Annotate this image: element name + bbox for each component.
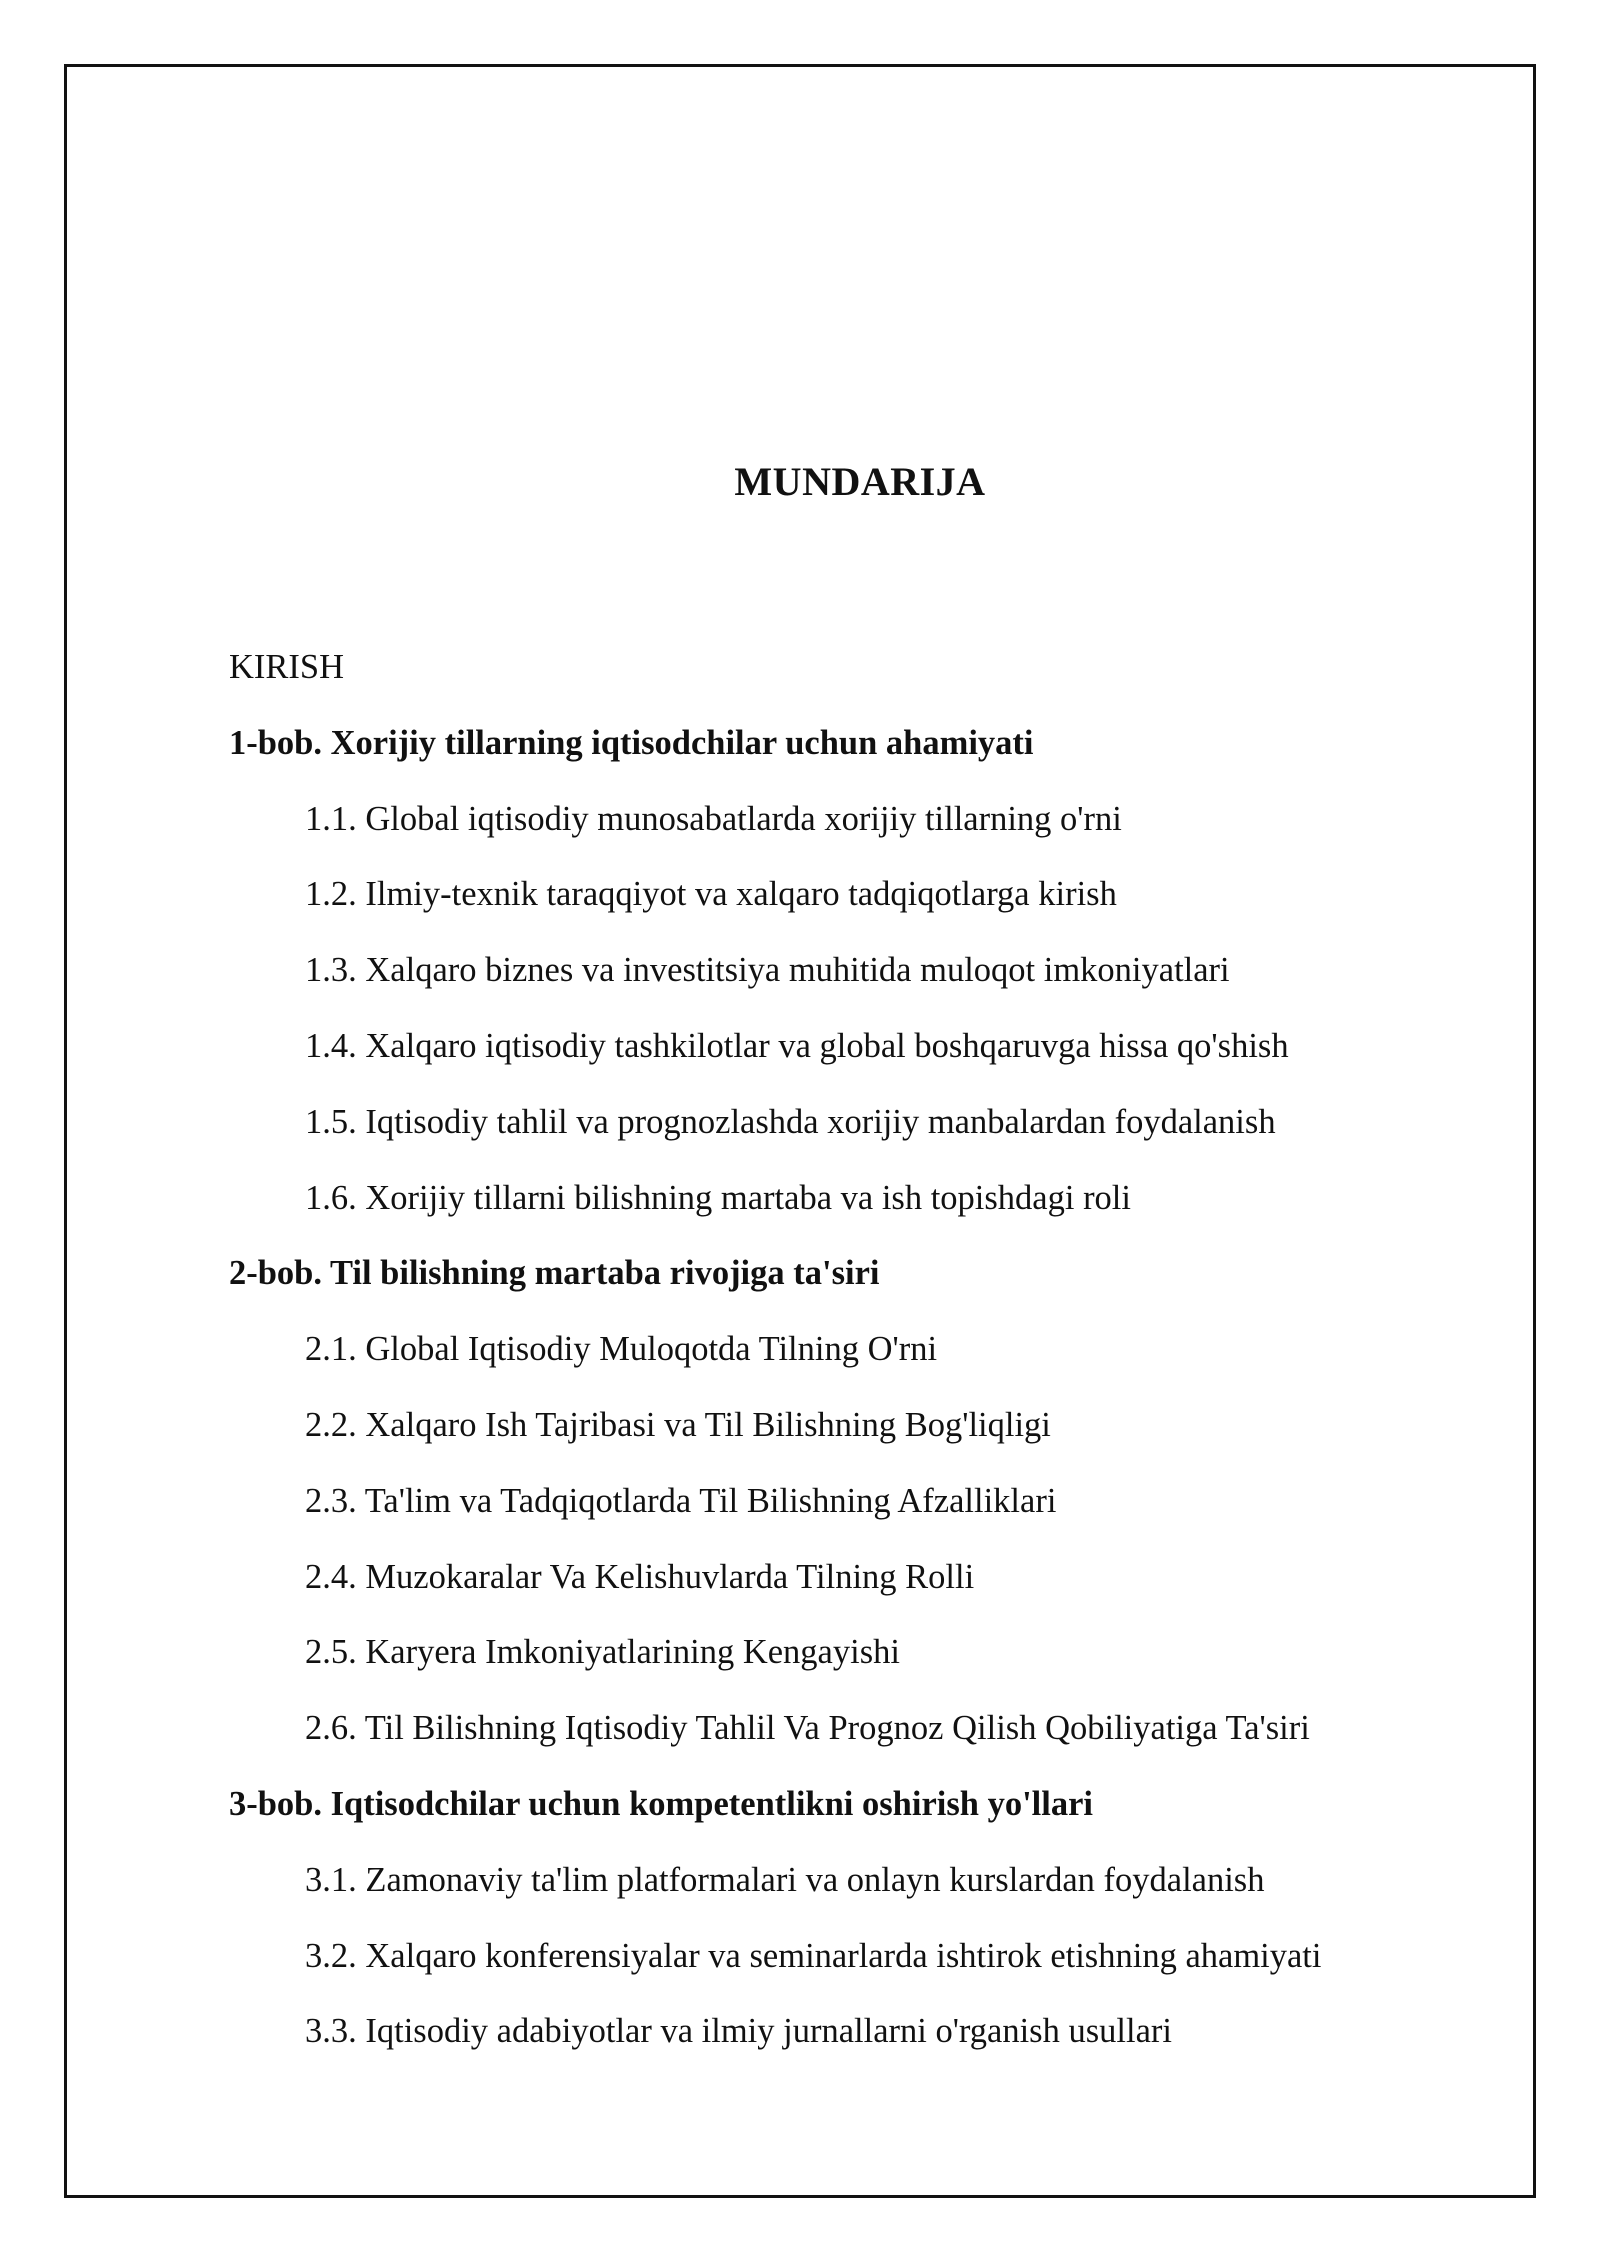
toc-section-2-4: 2.4. Muzokaralar Va Kelishuvlarda Tilning Rolli [305,1557,975,1596]
toc-chapter-2: 2-bob. Til bilishning martaba rivojiga ta'siri [229,1254,880,1293]
toc-section-2-5: 2.5. Karyera Imkoniyatlarining Kengayishi [305,1633,900,1672]
toc-section-1-6: 1.6. Xorijiy tillarni bilishning martaba va ish topishdagi roli [305,1178,1131,1217]
toc-section-2-1: 2.1. Global Iqtisodiy Muloqotda Tilning O'rni [305,1330,938,1369]
toc-chapter-1: 1-bob. Xorijiy tillarning iqtisodchilar uchun ahamiyati [229,723,1034,762]
toc-chapter-3: 3-bob. Iqtisodchilar uchun kompetentlikni oshirish yo'llari [229,1784,1093,1823]
toc-intro: KIRISH [229,648,345,686]
toc-section-1-3: 1.3. Xalqaro biznes va investitsiya muhitida muloqot imkoniyatlari [305,951,1230,990]
table-of-contents [229,640,1489,2080]
toc-section-2-6: 2.6. Til Bilishning Iqtisodiy Tahlil Va Prognoz Qilish Qobiliyatiga Ta'siri [305,1709,1310,1748]
toc-section-3-2: 3.2. Xalqaro konferensiyalar va seminarlarda ishtirok etishning ahamiyati [305,1936,1322,1975]
toc-section-1-4: 1.4. Xalqaro iqtisodiy tashkilotlar va global boshqaruvga hissa qo'shish [305,1026,1289,1065]
toc-title: MUNDARIJA [734,459,986,504]
toc-section-1-5: 1.5. Iqtisodiy tahlil va prognozlashda xorijiy manbalardan foydalanish [305,1102,1276,1141]
toc-section-1-1: 1.1. Global iqtisodiy munosabatlarda xorijiy tillarning o'rni [305,799,1122,838]
toc-section-3-1: 3.1. Zamonaviy ta'lim platformalari va onlayn kurslardan foydalanish [305,1860,1265,1899]
toc-section-3-3: 3.3. Iqtisodiy adabiyotlar va ilmiy jurnallarni o'rganish usullari [305,2012,1172,2051]
toc-section-2-3: 2.3. Ta'lim va Tadqiqotlarda Til Bilishning Afzalliklari [305,1481,1057,1520]
toc-section-2-2: 2.2. Xalqaro Ish Tajribasi va Til Bilishning Bog'liqligi [305,1405,1051,1444]
toc-section-1-2: 1.2. Ilmiy-texnik taraqqiyot va xalqaro tadqiqotlarga kirish [305,875,1117,914]
